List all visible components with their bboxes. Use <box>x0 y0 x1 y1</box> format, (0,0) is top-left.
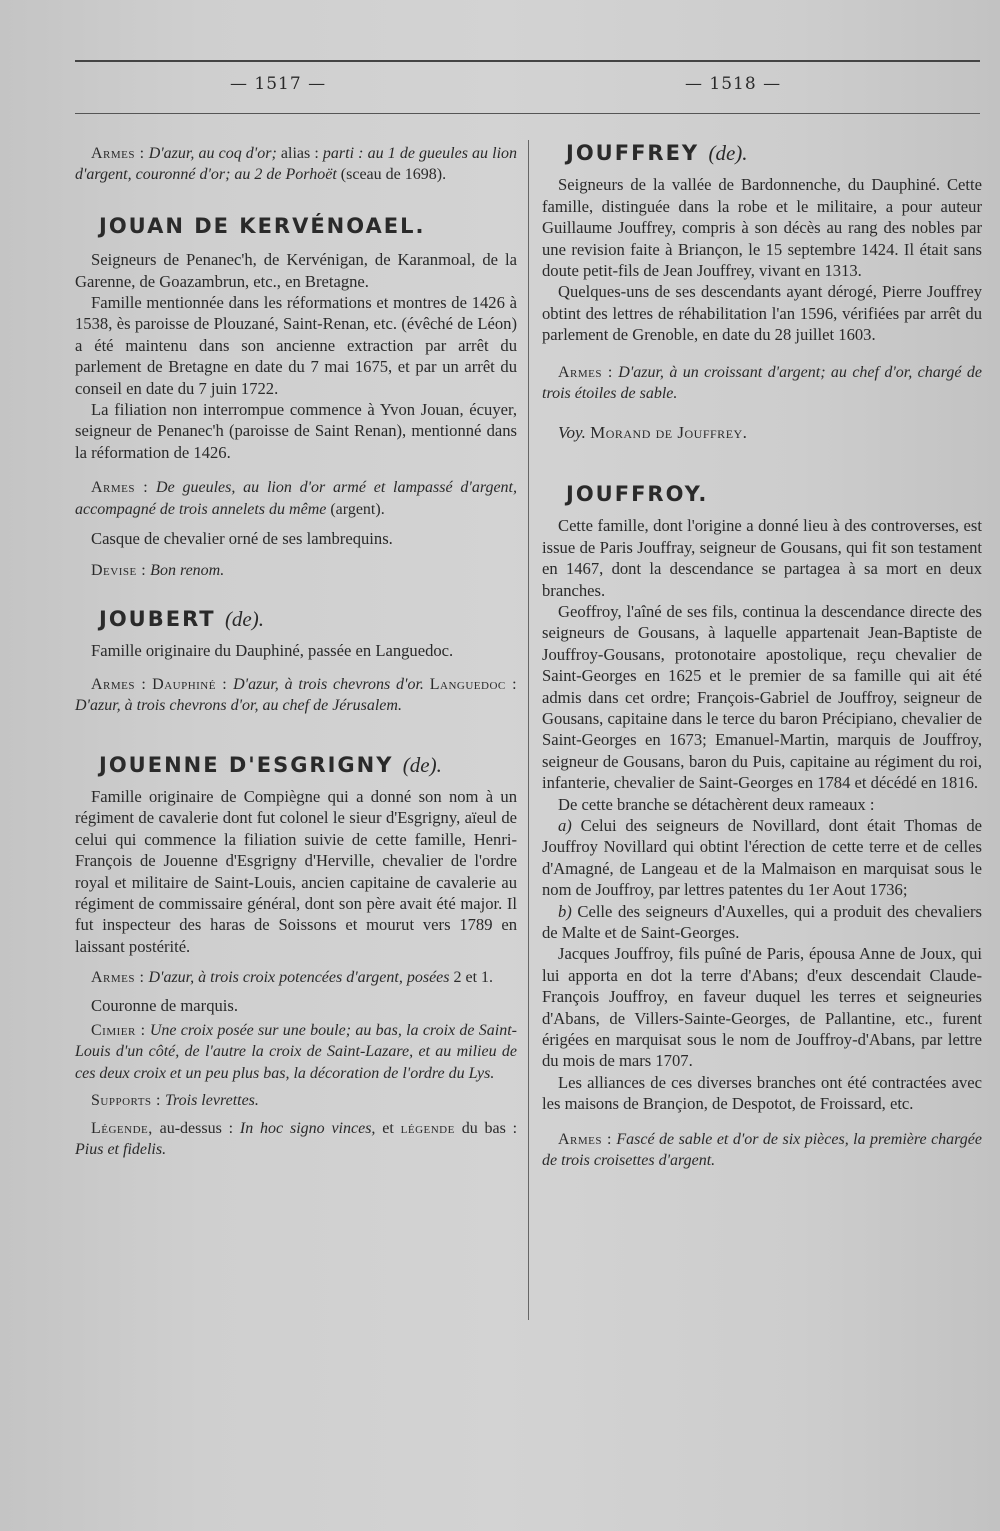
kervenoael-para-3: La filiation non interrompue commence à Yvon Jouan, écuyer, seigneur de Penanec'h (paroisse de Saint Renan), mentionné dans la réformation de 1426. <box>75 400 517 462</box>
jouenne-armes <box>75 967 517 988</box>
jouenne-para-1: Famille originaire de Compiègne qui a donné son nom à un régiment de cavalerie dont fut colonel le sieur d'Esgrigny, aïeul de celui qui commence la filiation suivie de cette famille, Henri-François de Jouenne d'Esgrigny d'Herville, chevalier de l'ordre royal et militaire de Saint-Louis, ancien capitaine de cavalerie au régiment de commissaire général, dont son père avait été major. Il fut inspecteur des haras de Soissons et mourut vers 1789 en laissant postérité. <box>75 786 517 956</box>
legende-and: et <box>382 1119 394 1137</box>
legende-label: Légende, <box>91 1119 153 1137</box>
jouffroy-branch-b <box>542 901 982 944</box>
cimier-label: Cimier : <box>91 1022 146 1039</box>
kervenoael-casque: Casque de chevalier orné de ses lambrequins. <box>91 529 393 549</box>
armes-text: Fascé de sable et d'or de six pièces, la première chargée de trois croisettes d'argent. <box>542 1130 983 1170</box>
armes-text: D'azur, à un croissant d'argent; au chef d'or, chargé de trois étoiles de sable. <box>542 363 982 403</box>
intro-armes <box>75 143 517 186</box>
branch-b-text: Celle des seigneurs d'Auxelles, qui a produit des chevaliers de Malte et de Saint-Georges. <box>542 901 982 942</box>
armes-label: Armes : <box>91 969 145 987</box>
jouffroy-para-1: Cette famille, dont l'origine a donné lieu à des controverses, est issue de Paris Jouffray, seigneur de Gousans, qui fit son testament en 1467, dont la descendance se partagea à sa mort en deux branches. <box>542 516 982 600</box>
title-text: JOUENNE D'ESGRIGNY <box>99 752 394 777</box>
kervenoael-para-2: Famille mentionnée dans les réformations et montres de 1426 à 1538, ès paroisse de Plouzané, Saint-Renan, etc. (évêché de Léon) a été maintenu dans son ancienne extraction par arrêt du parlement de Bretagne en date du 7 mai 1675, et par un arrêt du conseil en date du 7 juin 1722. <box>75 293 517 398</box>
branch-a-label: a) <box>558 815 572 835</box>
jouenne-supports <box>75 1090 517 1111</box>
jouffroy-para-3: De cette branche se détachèrent deux rameaux : <box>558 794 875 814</box>
jouenne-couronne: Couronne de marquis. <box>91 995 239 1015</box>
jouffroy-para-2: Geoffroy, l'aîné de ses fils, continua la descendance directe des seigneurs de Gousans, à laquelle appartenait Jean-Baptiste de Jouffroy-Gousans, protonotaire apostolique, reçu chevalier de Saint-Georges en 1625 et le premier de sa famille qui ait été admis dans cet ordre; François-Gabriel de Jouffroy, seigneur de Gousans, capitaine dans le terce du baron Précipiano, chevalier de Saint-Georges en 1673; Emanuel-Martin, marquis de Jouffroy, seigneur de Gousans, baron du Puis, capitaine au régiment du roi, infanterie, chevalier de Saint-Georges en 1784 et décédé en 1816. <box>542 601 982 793</box>
top-rule <box>75 60 980 62</box>
jouffrey-para-1: Seigneurs de la vallée de Bardonnenche, du Dauphiné. Cette famille, distinguée dans la robe et le militaire, a pour auteur Guillaume Jouffrey, compris à son décès au rang des nobles par une revision faite à Briançon, le 15 septembre 1424. Il était sans doute petit-fils de Jean Jouffrey, vivant en 1313. <box>542 175 982 281</box>
jouffrey-armes <box>542 362 982 405</box>
armes-rest: (argent). <box>330 500 385 518</box>
alias-label: alias : <box>280 145 319 162</box>
dauphine-text: D'azur, à trois chevrons d'or. <box>233 675 424 693</box>
armes-label: Armes : <box>558 363 613 381</box>
armes-label: Armes : <box>558 1130 612 1148</box>
entry-title-kervenoael: JOUAN DE KERVÉNOAEL. <box>99 213 426 238</box>
armes-text: De gueules, au lion d'or armé et lampassé d'argent, accompagné de trois annelets du même <box>75 479 518 518</box>
header-rule <box>75 113 980 114</box>
branch-a-text: Celui des seigneurs de Novillard, dont était Thomas de Jouffroy Novillard qui obtint l'érection de cette terre et de celles d'Amagné, de Langeau et de la Malmaison en marquisat sous le nom de Jouffroy, par lettres patentes du 1er Aout 1736; <box>542 815 982 900</box>
kervenoael-devise <box>75 560 517 581</box>
entry-title-jouenne <box>75 752 517 777</box>
armes-label: Armes : <box>91 675 147 693</box>
armes-label: Armes : <box>91 145 145 162</box>
devise-text: Bon renom. <box>150 561 225 579</box>
title-particle: (de). <box>402 752 442 777</box>
armes-rest: 2 et 1. <box>453 969 494 987</box>
entry-title-joubert <box>75 606 517 631</box>
joubert-para-1: Famille originaire du Dauphiné, passée en Languedoc. <box>91 641 454 661</box>
armes-text: D'azur, à trois croix potencées d'argent, posées <box>148 969 450 987</box>
page-number-left: — 1517 — <box>230 74 327 94</box>
entry-title-jouffrey <box>542 143 982 164</box>
legende2-text: Pius et fidelis. <box>75 1141 167 1159</box>
alias-text: parti : au 1 de gueules au lion d'argent, couronné d'or; au 2 de Porhoët <box>75 145 518 184</box>
devise-label: Devise : <box>91 561 147 579</box>
voy-label: Voy. <box>558 423 586 443</box>
jouffrey-voy <box>542 422 982 443</box>
jouffroy-branch-a <box>542 815 982 901</box>
title-particle: (de). <box>224 606 264 631</box>
legende-mid: au-dessus : <box>159 1119 234 1137</box>
dauphine-label: Dauphiné : <box>152 675 228 693</box>
column-divider <box>528 140 529 1320</box>
alias-rest: (sceau de 1698). <box>340 166 447 184</box>
jouffroy-para-5: Les alliances de ces diverses branches ont été contractées avec les maisons de Brançion, de Despotot, de Froissard, etc. <box>542 1072 982 1114</box>
title-text: JOUFFREY <box>566 141 700 165</box>
entry-title-jouffroy: JOUFFROY. <box>566 481 709 506</box>
supports-text: Trois levrettes. <box>164 1092 259 1110</box>
armes-label: Armes : <box>91 479 149 497</box>
cimier-text: Une croix posée sur une boule; au bas, la croix de Saint-Louis d'un côté, de l'autre la croix de Saint-Lazare, et au milieu de ces deux croix et un peu plus bas, la décoration de l'ordre du Lys. <box>75 1022 517 1082</box>
jouffroy-armes <box>542 1129 982 1172</box>
jouffrey-para-2: Quelques-uns de ses descendants ayant dérogé, Pierre Jouffrey obtint des lettres de réhabilitation l'an 1596, vérifiées par arrêt du parlement de Grenoble, en date du 28 juillet 1603. <box>542 282 982 345</box>
languedoc-label: Languedoc : <box>429 675 518 693</box>
jouenne-cimier <box>75 1020 517 1084</box>
title-text: JOUBERT <box>99 606 216 631</box>
legende2-mid: du bas : <box>461 1119 518 1137</box>
branch-b-label: b) <box>558 901 572 921</box>
title-particle: (de). <box>708 141 748 165</box>
languedoc-text: D'azur, à trois chevrons d'or, au chef de Jérusalem. <box>75 697 402 715</box>
joubert-armes <box>75 674 517 717</box>
page-number-right: — 1518 — <box>685 74 782 94</box>
legende-text: In hoc signo vinces, <box>239 1119 376 1137</box>
supports-label: Supports : <box>91 1092 161 1110</box>
right-column <box>542 143 982 1171</box>
voy-reference: Morand de Jouffrey. <box>590 423 748 443</box>
jouffroy-para-4: Jacques Jouffroy, fils puîné de Paris, épousa Anne de Joux, qui lui apporta en dot la terre d'Abans; d'eux descendait Claude-François Jouffroy, en faveur duquel les terres et seigneuries d'Abans, de Villers-Sainte-Georges, de Pallantine, etc., furent érigées en marquisat sous le nom de Jouffroy-d'Abans, par lettre du mois de mars 1707. <box>542 944 982 1071</box>
kervenoael-armes <box>75 477 517 520</box>
left-column <box>75 143 517 1160</box>
legende2-label: légende <box>400 1119 455 1137</box>
armes-text: D'azur, au coq d'or; <box>148 145 277 162</box>
jouenne-legende <box>75 1118 517 1161</box>
kervenoael-para-1: Seigneurs de Penanec'h, de Kervénigan, de Karanmoal, de la Garenne, de Goazambrun, etc., en Bretagne. <box>75 250 517 291</box>
